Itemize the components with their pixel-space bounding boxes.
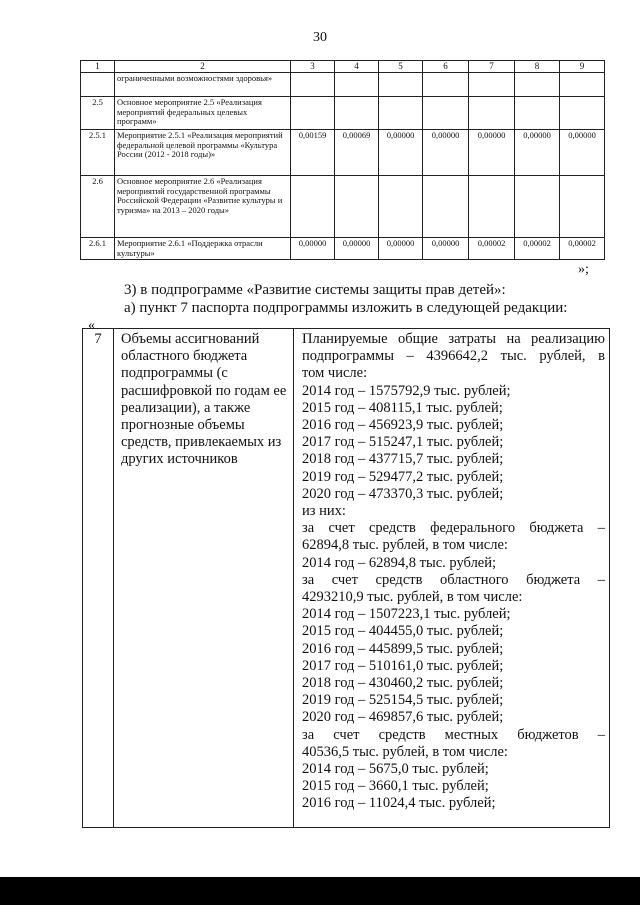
row-value: 0,00002 bbox=[515, 238, 560, 260]
row-number: 2.6.1 bbox=[81, 238, 115, 260]
value-line: подпрограммы – 4396642,2 тыс. рублей, в bbox=[302, 348, 605, 365]
row-value: 0,00159 bbox=[291, 130, 335, 176]
row-value: 0,00000 bbox=[423, 130, 469, 176]
closing-quote: »; bbox=[578, 262, 589, 277]
value-line: 2015 год – 408115,1 тыс. рублей; bbox=[302, 399, 503, 416]
table-row bbox=[81, 97, 605, 130]
column-header: 4 bbox=[335, 61, 379, 73]
value-line: 2020 год – 473370,3 тыс. рублей; bbox=[302, 485, 504, 502]
value-line: из них: bbox=[302, 503, 346, 520]
table-row bbox=[81, 130, 605, 176]
passport-item-name: Объемы ассигнований областного бюджета подпрограммы (с расшифровкой по годам ее реализации), а также прогнозные объемы средств, привлекаемых из других источников bbox=[114, 329, 294, 828]
value-line: том числе: bbox=[302, 365, 368, 382]
row-value: 0,00002 bbox=[469, 238, 515, 260]
table-header-row bbox=[81, 61, 605, 73]
table-row bbox=[81, 176, 605, 238]
value-line: 2019 год – 525154,5 тыс. рублей; bbox=[302, 692, 504, 709]
value-line: 2016 год – 11024,4 тыс. рублей; bbox=[302, 795, 496, 812]
row-name: Мероприятие 2.5.1 «Реализация мероприятий федеральной целевой программы «Культура России (2012 - 2018 годы)» bbox=[115, 130, 291, 176]
value-line: 2017 год – 515247,1 тыс. рублей; bbox=[302, 434, 504, 451]
row-value bbox=[379, 97, 423, 130]
value-line: 2015 год – 3660,1 тыс. рублей; bbox=[302, 778, 489, 795]
column-header: 6 bbox=[423, 61, 469, 73]
value-line: 2019 год – 529477,2 тыс. рублей; bbox=[302, 468, 504, 485]
row-value: 0,00002 bbox=[560, 238, 605, 260]
row-value: 0,00000 bbox=[291, 238, 335, 260]
row-value bbox=[560, 176, 605, 238]
row-value bbox=[291, 97, 335, 130]
column-header: 1 bbox=[81, 61, 115, 73]
row-number: 2.5.1 bbox=[81, 130, 115, 176]
paragraph-instruction: а) пункт 7 паспорта подпрограммы изложить в следующей редакции: bbox=[124, 300, 568, 316]
value-line: 2015 год – 404455,0 тыс. рублей; bbox=[302, 623, 504, 640]
page-number: 30 bbox=[313, 30, 327, 45]
paragraph-subprogram: 3) в подпрограмме «Развитие системы защиты прав детей»: bbox=[124, 282, 506, 298]
row-value: 0,00000 bbox=[515, 130, 560, 176]
row-name: ограниченными возможностями здоровья» bbox=[115, 73, 291, 97]
row-name: Основное мероприятие 2.5 «Реализация мероприятий федеральных целевых программ» bbox=[115, 97, 291, 130]
value-line: 4293210,9 тыс. рублей, в том числе: bbox=[302, 589, 523, 606]
row-value bbox=[515, 97, 560, 130]
row-value bbox=[423, 176, 469, 238]
row-value bbox=[335, 73, 379, 97]
passport-item-value bbox=[294, 329, 610, 828]
row-value bbox=[423, 97, 469, 130]
value-line: 2016 год – 445899,5 тыс. рублей; bbox=[302, 640, 504, 657]
value-line: 2014 год – 1575792,9 тыс. рублей; bbox=[302, 382, 511, 399]
value-line: 62894,8 тыс. рублей, в том числе: bbox=[302, 537, 508, 554]
value-line: 2017 год – 510161,0 тыс. рублей; bbox=[302, 657, 504, 674]
row-value bbox=[335, 97, 379, 130]
table-row bbox=[81, 73, 605, 97]
value-line: 2018 год – 430460,2 тыс. рублей; bbox=[302, 675, 504, 692]
passport-item-number: 7 bbox=[83, 329, 114, 828]
row-value: 0,00000 bbox=[335, 238, 379, 260]
row-value bbox=[469, 97, 515, 130]
column-header: 8 bbox=[515, 61, 560, 73]
value-line: 2014 год – 1507223,1 тыс. рублей; bbox=[302, 606, 511, 623]
row-number bbox=[81, 73, 115, 97]
row-number: 2.5 bbox=[81, 97, 115, 130]
row-value: 0,00000 bbox=[379, 238, 423, 260]
row-value: 0,00000 bbox=[560, 130, 605, 176]
table-row bbox=[81, 238, 605, 260]
row-value bbox=[515, 176, 560, 238]
row-value bbox=[379, 176, 423, 238]
row-value: 0,00069 bbox=[335, 130, 379, 176]
value-line: Планируемые общие затраты на реализацию bbox=[302, 331, 605, 347]
row-value bbox=[560, 73, 605, 97]
value-line: 2014 год – 62894,8 тыс. рублей; bbox=[302, 554, 497, 571]
value-line: за счет средств федерального бюджета – bbox=[302, 520, 605, 537]
row-value bbox=[291, 176, 335, 238]
row-value bbox=[469, 176, 515, 238]
row-number: 2.6 bbox=[81, 176, 115, 238]
row-value bbox=[379, 73, 423, 97]
value-line: 2016 год – 456923,9 тыс. рублей; bbox=[302, 417, 504, 434]
value-line: за счет средств местных бюджетов – bbox=[302, 726, 605, 743]
value-line: 2014 год – 5675,0 тыс. рублей; bbox=[302, 761, 489, 778]
passport-row bbox=[83, 329, 610, 828]
column-header: 7 bbox=[469, 61, 515, 73]
value-line: 2020 год – 469857,6 тыс. рублей; bbox=[302, 709, 504, 726]
row-value bbox=[560, 97, 605, 130]
value-line: 40536,5 тыс. рублей, в том числе: bbox=[302, 743, 508, 760]
row-value: 0,00000 bbox=[379, 130, 423, 176]
passport-table bbox=[82, 328, 610, 828]
row-value bbox=[291, 73, 335, 97]
column-header: 3 bbox=[291, 61, 335, 73]
scan-border bbox=[0, 877, 640, 905]
column-header: 9 bbox=[560, 61, 605, 73]
row-name: Мероприятие 2.6.1 «Поддержка отрасли культуры» bbox=[115, 238, 291, 260]
row-value bbox=[515, 73, 560, 97]
row-value bbox=[423, 73, 469, 97]
column-header: 2 bbox=[115, 61, 291, 73]
row-name: Основное мероприятие 2.6 «Реализация мероприятий государственной программы Российской Федерации «Развитие культуры и туризма» на 2013 – 2020 годы» bbox=[115, 176, 291, 238]
row-value: 0,00000 bbox=[469, 130, 515, 176]
opening-quote: « bbox=[88, 318, 95, 333]
row-value bbox=[469, 73, 515, 97]
row-value: 0,00000 bbox=[423, 238, 469, 260]
budget-table bbox=[80, 60, 605, 260]
row-value bbox=[335, 176, 379, 238]
value-line: 2018 год – 437715,7 тыс. рублей; bbox=[302, 451, 504, 468]
column-header: 5 bbox=[379, 61, 423, 73]
value-line: за счет средств областного бюджета – bbox=[302, 571, 605, 588]
